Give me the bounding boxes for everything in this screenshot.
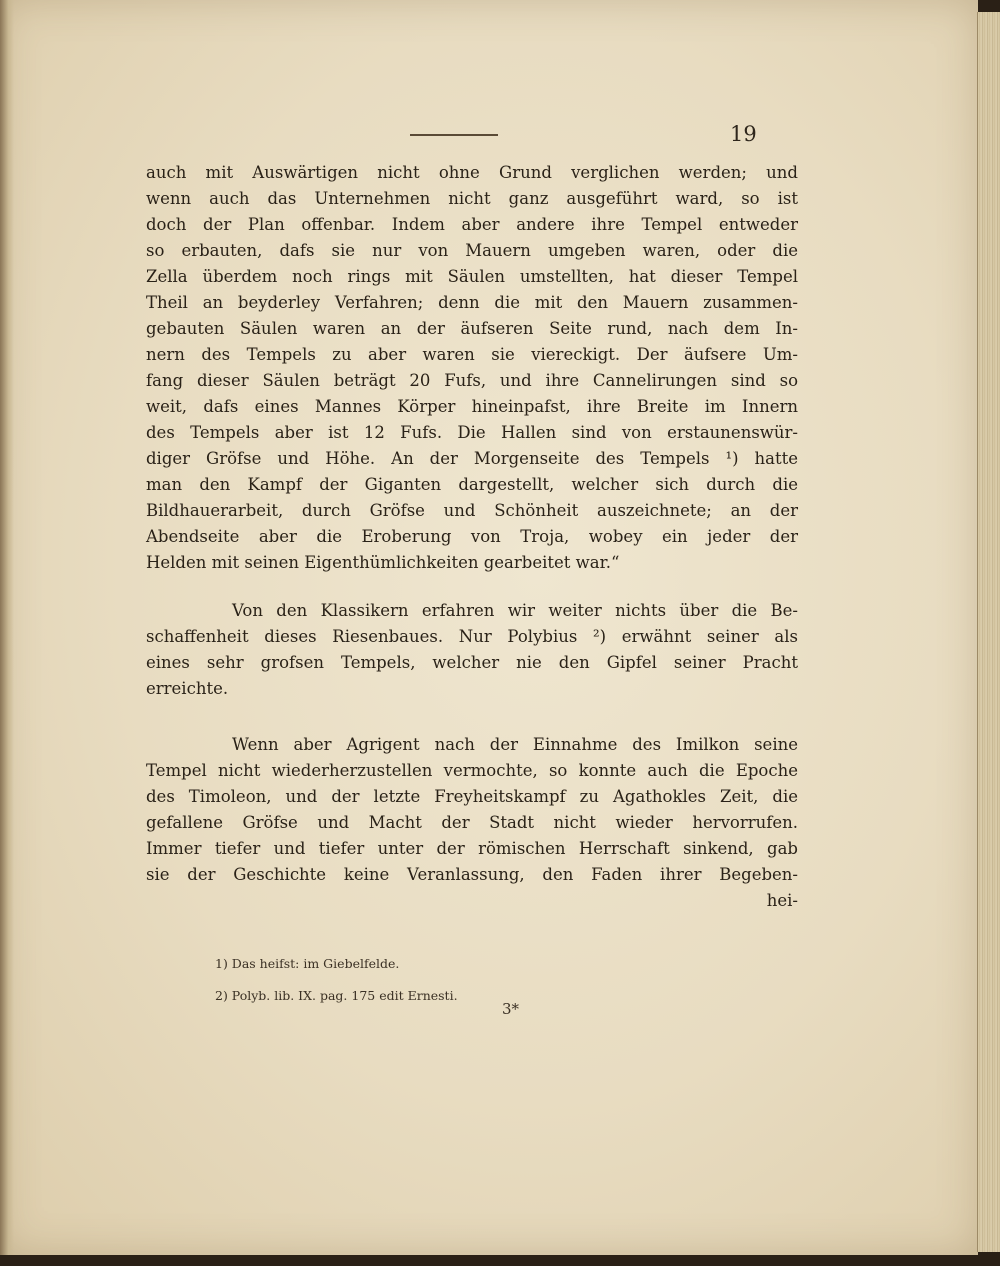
text-line: nern des Tempels zu aber waren sie viereckigt. Der äufsere Um- — [146, 345, 798, 364]
text-line: Abendseite aber die Eroberung von Troja, wobey ein jeder der — [146, 527, 798, 546]
paragraph-spacer — [146, 702, 798, 732]
text-line: Helden mit seinen Eigenthümlichkeiten gearbeitet war.“ — [146, 553, 620, 572]
header-rule — [410, 134, 498, 136]
text-line: des Timoleon, und der letzte Freyheitskampf zu Agathokles Zeit, die — [146, 787, 798, 806]
footnote-1: 1) Das heifst: im Giebelfelde. — [215, 956, 400, 971]
text-line: Tempel nicht wiederherzustellen vermochte, so konnte auch die Epoche — [146, 761, 798, 780]
page-number: 19 — [730, 122, 757, 146]
text-line: sie der Geschichte keine Veranlassung, den Faden ihrer Begeben- — [146, 865, 798, 884]
text-line: Zella überdem noch rings mit Säulen umstellten, hat dieser Tempel — [146, 267, 798, 286]
footnotes — [215, 948, 735, 1012]
text-line: Immer tiefer und tiefer unter der römischen Herrschaft sinkend, gab — [146, 839, 798, 858]
text-line: so erbauten, dafs sie nur von Mauern umgeben waren, oder die — [146, 241, 798, 260]
text-line: auch mit Auswärtigen nicht ohne Grund verglichen werden; und — [146, 163, 798, 182]
text-line: fang dieser Säulen beträgt 20 Fufs, und ihre Cannelirungen sind so — [146, 371, 798, 390]
paragraph-3 — [146, 732, 798, 914]
text-line: man den Kampf der Giganten dargestellt, welcher sich durch die — [146, 475, 798, 494]
text-line: Bildhauerarbeit, durch Gröfse und Schönheit auszeichnete; an der — [146, 501, 798, 520]
body-text — [146, 160, 798, 914]
binding-gutter — [0, 0, 14, 1255]
text-line: eines sehr grofsen Tempels, welcher nie den Gipfel seiner Pracht — [146, 653, 798, 672]
text-line: gebauten Säulen waren an der äufseren Seite rund, nach dem In- — [146, 319, 798, 338]
text-line: doch der Plan offenbar. Indem aber andere ihre Tempel entweder — [146, 215, 798, 234]
text-line: Theil an beyderley Verfahren; denn die mit den Mauern zusammen- — [146, 293, 798, 312]
signature-mark: 3* — [502, 1000, 520, 1018]
text-line: Wenn aber Agrigent nach der Einnahme des Imilkon seine — [232, 735, 798, 754]
text-line: des Tempels aber ist 12 Fufs. Die Hallen sind von erstaunenswür- — [146, 423, 798, 442]
footnote-2: 2) Polyb. lib. IX. pag. 175 edit Ernesti. — [215, 988, 458, 1003]
paragraph-spacer — [146, 576, 798, 598]
text-line: gefallene Gröfse und Macht der Stadt nicht wieder hervorrufen. — [146, 813, 798, 832]
paragraph-1 — [146, 160, 798, 576]
text-line: Von den Klassikern erfahren wir weiter nichts über die Be- — [232, 601, 798, 620]
text-line: weit, dafs eines Mannes Körper hineinpafst, ihre Breite im Innern — [146, 397, 798, 416]
page-edges — [977, 12, 1000, 1252]
paragraph-2 — [146, 598, 798, 702]
catchword: hei- — [766, 891, 798, 910]
text-line: wenn auch das Unternehmen nicht ganz ausgeführt ward, so ist — [146, 189, 798, 208]
text-line: diger Gröfse und Höhe. An der Morgenseite des Tempels ¹) hatte — [146, 449, 798, 468]
text-line: schaffenheit dieses Riesenbaues. Nur Polybius ²) erwähnt seiner als — [146, 627, 798, 646]
text-line: erreichte. — [146, 679, 229, 698]
